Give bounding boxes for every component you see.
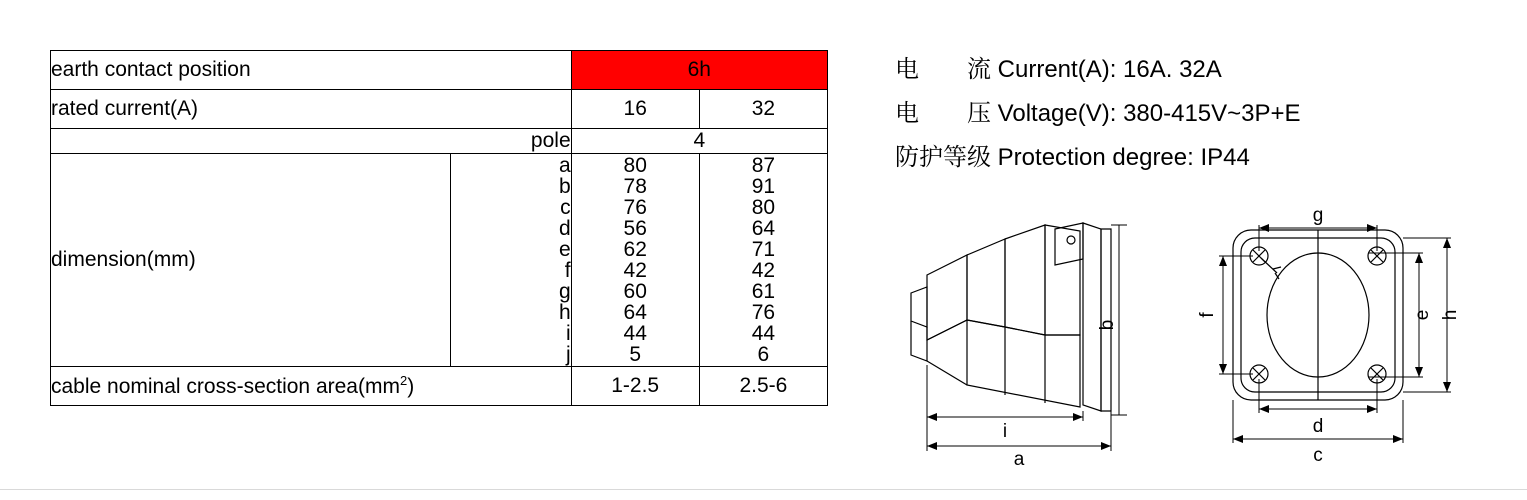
- dimension-cell: 80: [751, 196, 776, 219]
- table-row-earth-contact: [51, 51, 828, 90]
- cable-label-close: ): [407, 375, 415, 398]
- dimension-cell: 78: [623, 175, 647, 198]
- label-g: g: [1312, 205, 1324, 226]
- dimension-cell: j: [565, 343, 571, 366]
- front-view-drawing: [1195, 195, 1495, 465]
- dimension-cell: 61: [751, 280, 776, 303]
- dimension-cell: 5: [629, 343, 642, 366]
- cable-label-text: cable nominal cross-section area(mm: [51, 375, 400, 398]
- earth-contact-value: 6h: [571, 51, 827, 90]
- table-row-pole: [51, 129, 828, 154]
- dimension-letters: [451, 154, 572, 367]
- dimension-cell: e: [558, 238, 571, 261]
- specification-table: [50, 50, 828, 406]
- dimension-cell: 80: [623, 154, 647, 177]
- label-h: h: [1440, 309, 1461, 321]
- dimension-cell: 42: [751, 259, 776, 282]
- cable-label: [51, 367, 572, 406]
- label-f: f: [1197, 312, 1218, 318]
- product-info-block: [895, 48, 1515, 180]
- dimension-cell: f: [564, 259, 571, 282]
- current-label-cn2: 流: [967, 56, 991, 83]
- table-row-rated-current: [51, 90, 828, 129]
- rated-current-32: 32: [699, 90, 827, 129]
- label-a: a: [1013, 449, 1025, 465]
- table-row-cable: [51, 367, 828, 406]
- dimension-cell: h: [558, 301, 571, 324]
- side-view-drawing: [905, 215, 1195, 465]
- label-i: i: [1002, 421, 1008, 442]
- dimension-values-16: [571, 154, 699, 367]
- dimension-cell: 6: [757, 343, 770, 366]
- protection-value: Protection degree: IP44: [997, 144, 1250, 171]
- pole-label: pole: [51, 129, 572, 154]
- dimension-cell: i: [565, 322, 571, 345]
- info-line-protection: [895, 136, 1515, 180]
- dimension-cell: 91: [751, 175, 776, 198]
- cable-value-32: 2.5-6: [699, 367, 827, 406]
- cable-label-sup: 2: [399, 373, 408, 388]
- label-e: e: [1412, 309, 1433, 321]
- current-value: Current(A): 16A. 32A: [997, 56, 1222, 83]
- dimension-cell: 44: [751, 322, 776, 345]
- dimension-cell: 44: [623, 322, 647, 345]
- pole-value: 4: [571, 129, 827, 154]
- info-line-current: [895, 48, 1515, 92]
- bottom-divider: [0, 489, 1527, 490]
- dimension-cell: g: [558, 280, 571, 303]
- dimension-cell: a: [558, 154, 571, 177]
- dimension-cell: 76: [623, 196, 647, 219]
- dimension-cell: b: [558, 175, 571, 198]
- dimension-values-32: [699, 154, 827, 367]
- dimension-cell: 76: [751, 301, 776, 324]
- dimension-cell: c: [560, 196, 571, 219]
- dimension-cell: 64: [623, 301, 647, 324]
- label-c: c: [1313, 445, 1323, 465]
- protection-label-cn: 防护等级: [895, 144, 991, 171]
- rated-current-label: rated current(A): [51, 90, 572, 129]
- dimension-cell: 62: [623, 238, 647, 261]
- info-line-voltage: [895, 92, 1515, 136]
- dimension-cell: 56: [623, 217, 647, 240]
- cable-value-16: 1-2.5: [571, 367, 699, 406]
- current-label-cn1: 电: [895, 56, 919, 83]
- dimension-label: dimension(mm): [51, 154, 451, 367]
- dimension-cell: 42: [623, 259, 647, 282]
- dimension-cell: 71: [751, 238, 776, 261]
- voltage-label-cn2: 压: [967, 100, 991, 127]
- voltage-value: Voltage(V): 380-415V~3P+E: [997, 100, 1301, 127]
- dimension-cell: 64: [751, 217, 776, 240]
- label-b: b: [1097, 319, 1118, 331]
- rated-current-16: 16: [571, 90, 699, 129]
- voltage-label-cn1: 电: [895, 100, 919, 127]
- table-row-dimensions: [51, 154, 828, 367]
- label-d: d: [1312, 416, 1324, 437]
- dimension-cell: d: [558, 217, 571, 240]
- dimension-cell: 87: [751, 154, 776, 177]
- earth-contact-label: earth contact position: [51, 51, 572, 90]
- dimension-cell: 60: [623, 280, 647, 303]
